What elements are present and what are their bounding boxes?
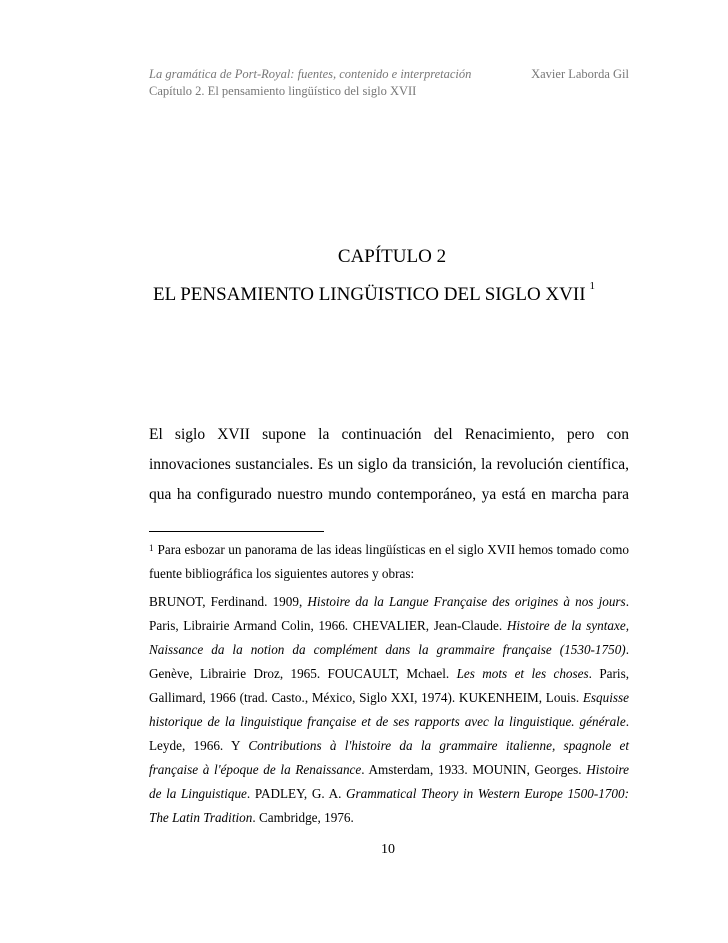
footnote-line (149, 538, 629, 562)
bibliography-line (149, 686, 629, 710)
body-line: El siglo XVII supone la continuación del Renacimiento, pero con (149, 426, 629, 443)
bib-title: française à l'époque de la Renaissance (149, 762, 362, 777)
page-number: 10 (381, 842, 395, 857)
bibliography-line (149, 662, 629, 686)
bib-text: . (625, 594, 629, 609)
footnote-separator (149, 531, 324, 532)
bib-title: Les mots et les choses (456, 666, 589, 681)
header-book-title: La gramática de Port-Royal: fuentes, contenido e interpretación (149, 67, 472, 81)
footnote-marker: 1 (149, 543, 154, 553)
bib-text: BRUNOT, Ferdinand. 1909, (149, 594, 308, 609)
bib-title: Histoire (586, 762, 629, 777)
running-header (149, 66, 629, 100)
bib-title: Grammatical Theory in Western Europe 1500-1700: (346, 786, 629, 801)
bibliography-line (149, 758, 629, 782)
bib-title: The Latin Tradition (149, 810, 253, 825)
bibliography-line (149, 614, 629, 638)
bib-text: Leyde, 1966. Y (149, 738, 249, 753)
bib-text: . (625, 642, 629, 657)
chapter-title (0, 280, 728, 306)
bib-title: Histoire da la Langue Française des origines à nos jours (307, 594, 626, 609)
header-author: Xavier Laborda Gil (531, 67, 629, 81)
bib-title: Contributions à l'histoire da la grammaire italienne, spagnole et (248, 738, 629, 753)
bib-text: Gallimard, 1966 (trad. Casto., México, Siglo XXI, 1974). KUKENHEIM, Louis. (149, 690, 583, 705)
bib-text: Genève, Librairie Droz, 1965. FOUCAULT, Mchael. (149, 666, 457, 681)
body-line: innovaciones sustanciales. Es un siglo da transición, la revolución científica, (149, 456, 629, 473)
bib-title: Naissance da la notion da complément dans la grammaire française (1530-1750) (149, 642, 626, 657)
footnote-line (149, 562, 629, 586)
body-line: qua ha configurado nuestro mundo contemporáneo, ya está en marcha para (149, 486, 629, 503)
bibliography-line (149, 638, 629, 662)
header-row (149, 66, 629, 83)
bib-text: . Cambridge, 1976. (252, 810, 354, 825)
bib-text: . PADLEY, G. A. (246, 786, 347, 801)
footnote-text: fuente bibliográfica los siguientes autores y obras: (149, 566, 415, 581)
bib-title: Esquisse (582, 690, 629, 705)
bib-text: Paris, Librairie Armand Colin, 1966. CHEVALIER, Jean-Claude. (149, 618, 507, 633)
bib-title: historique de la linguistique française et de ses rapports avec la linguistique. générale (149, 714, 626, 729)
footnote-reference[interactable]: 1 (589, 280, 596, 292)
bibliography-line (149, 806, 629, 830)
chapter-number: CAPÍTULO 2 (337, 246, 447, 267)
header-chapter-line: Capítulo 2. El pensamiento lingüístico del siglo XVII (149, 84, 417, 98)
bib-title: Histoire de la syntaxe, (506, 618, 629, 633)
bibliography-line (149, 710, 629, 734)
bib-text: . Paris, (588, 666, 630, 681)
footnote-text: Para esbozar un panorama de las ideas lingüísticas en el siglo XVII hemos tomado como (157, 542, 629, 557)
bib-text: . (625, 714, 629, 729)
chapter-title-text: EL PENSAMIENTO LINGÜISTICO DEL SIGLO XVII (152, 284, 586, 305)
bibliography-line (149, 782, 629, 806)
bibliography-line (149, 590, 629, 614)
body-paragraph (149, 420, 629, 510)
footnote-section (149, 538, 629, 830)
bib-title: de la Linguistique (149, 786, 247, 801)
bibliography-line (149, 734, 629, 758)
bib-text: . Amsterdam, 1933. MOUNIN, Georges. (361, 762, 587, 777)
